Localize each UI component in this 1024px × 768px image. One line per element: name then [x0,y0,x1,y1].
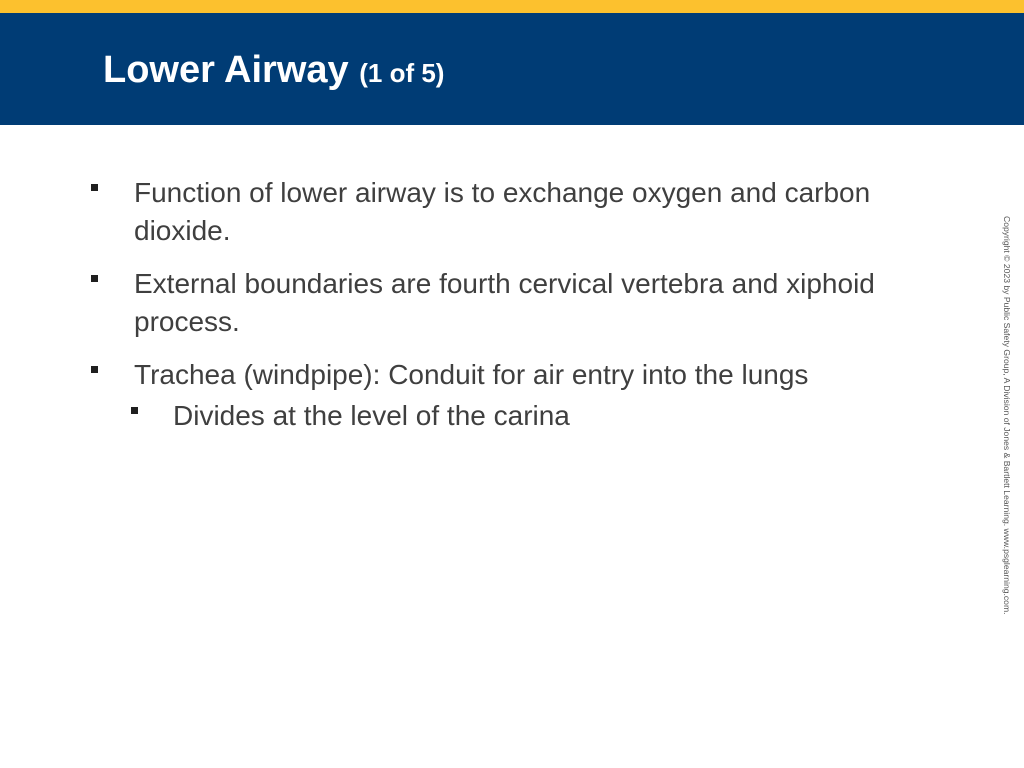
slide-title-text: Lower Airway [103,49,349,91]
bullet-item: Trachea (windpipe): Conduit for air entry into the lungs [134,359,809,390]
bullet-item: External boundaries are fourth cervical vertebra and xiphoid process. [134,268,875,337]
bullet-item: Function of lower airway is to exchange oxygen and carbon dioxide. [134,177,871,246]
slide-subtitle: (1 of 5) [359,58,445,88]
sub-bullet-square-icon [131,407,138,414]
bullet-square-icon [91,275,98,282]
copyright-notice: Copyright © 2023 by Public Safety Group, A Division of Jones & Bartlett Learning. www.psglearning.com. [1002,216,1012,615]
sub-bullet-item: Divides at the level of the carina [173,400,570,431]
bullet-square-icon [91,366,98,373]
bullet-square-icon [91,184,98,191]
